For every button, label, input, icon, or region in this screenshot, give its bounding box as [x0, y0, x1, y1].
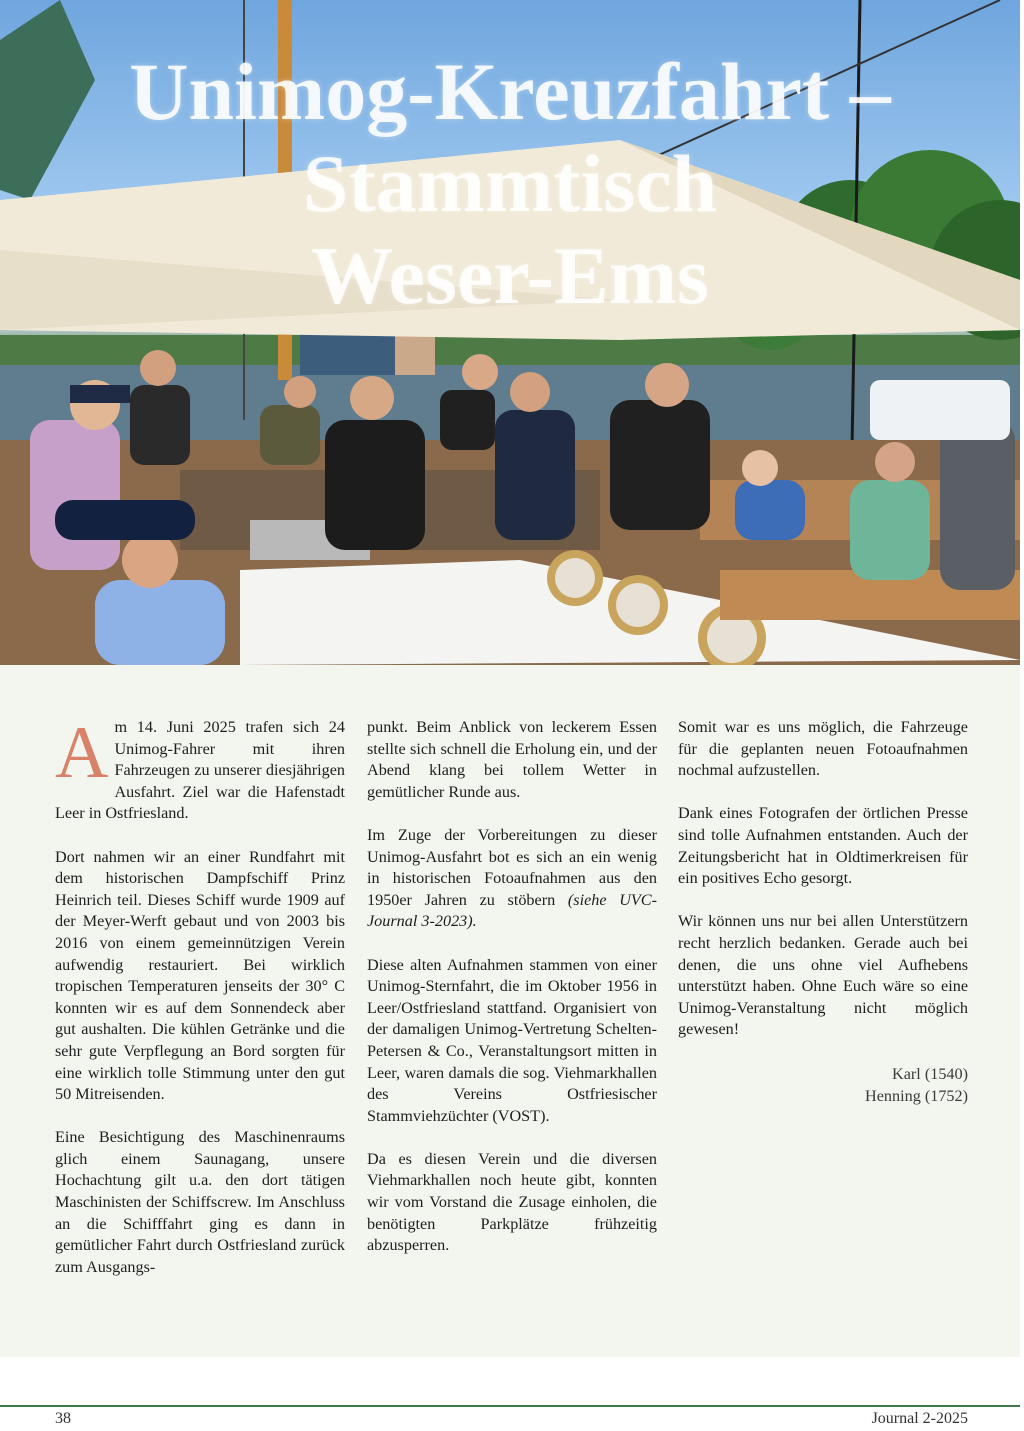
paragraph: Eine Besichtigung des Maschinenraums glich einem Saunagang, unsere Hochachtung gilt u.a. den dort tätigen Maschinisten der Schiffscrew. Im Anschluss an die Schifffahrt ging es dann in gemütlicher Fahrt durch Ostfriesland zurück zum Ausgangs- [55, 1128, 345, 1276]
paragraph: Da es diesen Verein und die diversen Viehmarkhallen noch heute gibt, konnten wir vom Vorstand die Zusage einholen, die benötigten Parkplätze frühzeitig abzusperren. [367, 1149, 657, 1255]
text-column-3 [678, 717, 968, 1107]
drop-cap: A [55, 712, 109, 794]
headline-line-1: Unimog-Kreuzfahrt – [129, 46, 891, 137]
paragraph-text: Im Zuge der Vorbereitungen zu dieser Unimog-Ausfahrt bot es sich an ein wenig in historischen Fotoaufnahmen aus den 1950er Jahren zu stöbern [367, 825, 657, 909]
footer-rule [0, 1405, 1020, 1407]
text-column-2 [367, 717, 657, 1278]
page-number: 38 [55, 1410, 71, 1427]
text-column-1 [55, 712, 345, 1300]
author-name: Henning (1752) [865, 1086, 968, 1105]
paragraph: punkt. Beim Anblick von leckerem Essen stellte sich schnell die Erholung ein, und der Abend klang bei tollem Wetter in gemütlicher Runde aus. [367, 718, 657, 801]
paragraph: Dort nahmen wir an einer Rundfahrt mit dem historischen Dampfschiff Prinz Heinrich teil. Dieses Schiff wurde 1909 auf der Meyer-Werft gebaut und von 2003 bis 2016 von einem gemeinnützigen Verein aufwendig restauriert. Bei wirklich tropischen Temperaturen jenseits der 30° C konnten wir es auf dem Sonnendeck aber gut aushalten. Die kühlen Getränke und die sehr gute Verpflegung an Bord sorgten für eine wirklich tolle Stimmung unter den gut 50 Mitreisenden. [55, 847, 345, 1104]
paragraph [367, 825, 657, 933]
paragraph: Diese alten Aufnahmen stammen von einer Unimog-Sternfahrt, die im Oktober 1956 in Leer/Ostfriesland stattfand. Organisiert von der damaligen Unimog-Vertretung Schelten-Petersen & Co., Veranstaltungsort mitten in Leer, waren damals die sog. Viehmarkhallen des Vereins Ostfriesischer Stammviehzüchter (VOST). [367, 955, 657, 1125]
paragraph: Somit war es uns möglich, die Fahrzeuge für die geplanten neuen Fotoaufnahmen nochmal aufzustellen. [678, 718, 968, 780]
author-name: Karl (1540) [892, 1064, 968, 1083]
paragraph [55, 712, 345, 825]
article-body [0, 665, 1020, 1357]
headline-line-2: Stammtisch [302, 138, 718, 229]
paragraph: Wir können uns nur bei allen Unterstützern recht herzlich bedanken. Gerade auch bei denen, die uns ohne viel Aufhebens unterstützt haben. Ohne Euch wäre so eine Unimog-Veranstaltung nicht möglich gewesen! [678, 912, 968, 1039]
headline-line-3: Weser-Ems [311, 230, 709, 321]
author-signature [678, 1063, 968, 1107]
journal-reference: (siehe UVC-Journal 3-2023). [367, 890, 657, 931]
paragraph: Dank eines Fotografen der örtlichen Presse sind tolle Aufnahmen entstanden. Auch der Zeitungsbericht hat in Oldtimerkreisen für ein positives Echo gesorgt. [678, 804, 968, 888]
journal-issue: Journal 2-2025 [871, 1410, 968, 1427]
header-photo [0, 0, 1020, 665]
paragraph-text: m 14. Juni 2025 trafen sich 24 Unimog-Fahrer mit ihren Fahrzeugen zu unserer diesjährigen Ausfahrt. Ziel war die Hafenstadt Leer in Ostfriesland. [55, 718, 345, 823]
article-headline [40, 46, 980, 322]
